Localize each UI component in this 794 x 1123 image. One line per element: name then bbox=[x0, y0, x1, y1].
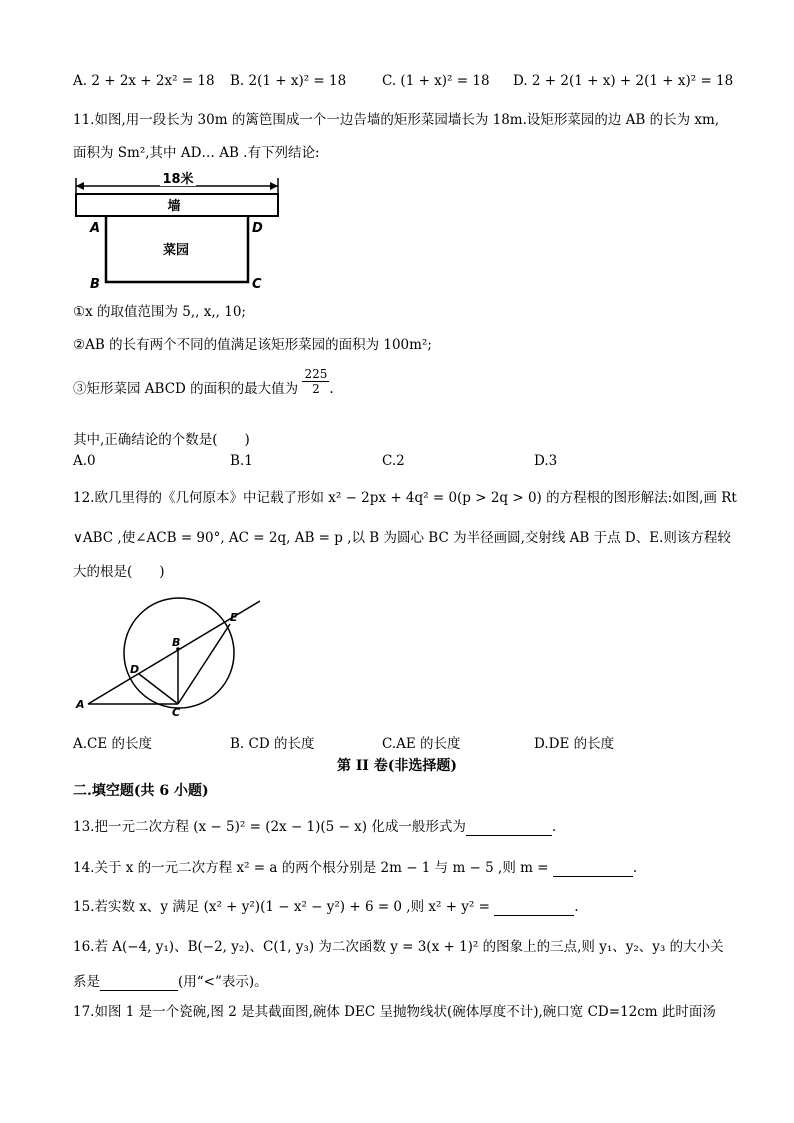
q12-point-a: A bbox=[76, 698, 85, 711]
part2-title: 第 II 卷(非选择题) bbox=[336, 758, 458, 774]
q11-option-b: B.1 bbox=[230, 453, 253, 469]
q11-wall-label: 墙 bbox=[167, 199, 181, 214]
q12-stem-line1: 12.欧几里得的《几何原本》中记载了形如 x² − 2px + 4q² = 0(p > 2q > 0) 的方程根的图形解法:如图,画 Rt bbox=[73, 490, 737, 506]
q12-option-c: C.AE 的长度 bbox=[382, 736, 461, 752]
q13-text: 13.把一元二次方程 (x − 5)² = (2x − 1)(5 − x) 化成一般形式为 bbox=[73, 819, 466, 835]
q11-conclusion-1: ①x 的取值范围为 5,, x,, 10; bbox=[73, 304, 246, 320]
q15-answer-blank[interactable] bbox=[494, 899, 574, 916]
q12-point-b: B bbox=[172, 636, 181, 649]
q11-stem-line1: 11.如图,用一段长为 30m 的篱笆围成一个一边告墙的矩形菜园墙长为 18m.设矩形菜园的边 AB 的长为 xm, bbox=[73, 112, 720, 128]
q10-option-d: D. 2 + 2(1 + x) + 2(1 + x)² = 18 bbox=[513, 73, 734, 89]
q12-circle-figure bbox=[72, 596, 268, 720]
q11-option-d: D.3 bbox=[534, 453, 558, 469]
q16-answer-blank[interactable] bbox=[100, 974, 178, 991]
q12-option-a: A.CE 的长度 bbox=[73, 736, 153, 752]
q11-corner-d: D bbox=[252, 221, 263, 236]
q10-option-c: C. (1 + x)² = 18 bbox=[382, 73, 490, 89]
q17-line1: 17.如图 1 是一个瓷碗,图 2 是其截面图,碗体 DEC 呈抛物线状(碗体厚度不计),碗口宽 CD=12cm 此时面汤 bbox=[73, 1004, 716, 1020]
q11-garden-figure bbox=[70, 168, 290, 292]
q14-end: . bbox=[632, 860, 638, 876]
q12-option-d: D.DE 的长度 bbox=[534, 736, 615, 752]
q14-text: 14.关于 x 的一元二次方程 x² = a 的两个根分别是 2m − 1 与 m − 5 ,则 m = bbox=[73, 860, 549, 876]
q13-line bbox=[73, 815, 556, 836]
q11-wall-length-label: 18米 bbox=[162, 172, 194, 187]
q11-question: 其中,正确结论的个数是( ) bbox=[73, 432, 250, 448]
q12-option-b: B. CD 的长度 bbox=[230, 736, 315, 752]
q16-line2-prefix: 系是 bbox=[73, 974, 100, 990]
q15-end: . bbox=[574, 899, 579, 915]
section2-title: 二.填空题(共 6 小题) bbox=[73, 783, 209, 799]
q12-point-d: D bbox=[130, 663, 140, 676]
q13-end: . bbox=[551, 819, 557, 835]
q11-option-c: C.2 bbox=[382, 453, 405, 469]
q11-fraction bbox=[302, 367, 329, 396]
q12-point-c: C bbox=[172, 706, 181, 719]
q14-answer-blank[interactable] bbox=[553, 860, 633, 877]
q10-option-b: B. 2(1 + x)² = 18 bbox=[230, 73, 347, 89]
q16-line2-suffix: (用“<”表示)。 bbox=[178, 974, 268, 990]
q13-answer-blank[interactable] bbox=[466, 819, 552, 836]
q16-line1: 16.若 A(−4, y₁)、B(−2, y₂)、C(1, y₃) 为二次函数 y = 3(x + 1)² 的图象上的三点,则 y₁、y₂、y₃ 的大小关 bbox=[73, 939, 724, 955]
q12-stem-line3: 大的根是( ) bbox=[73, 564, 165, 580]
q16-line2 bbox=[73, 970, 268, 991]
q11-fraction-numerator: 225 bbox=[304, 367, 328, 381]
q15-line bbox=[73, 895, 579, 916]
q11-garden-label: 菜园 bbox=[162, 243, 190, 258]
q11-corner-c: C bbox=[252, 277, 262, 292]
q12-stem-line2: ∨ABC ,使∠ACB = 90°, AC = 2q, AB = p ,以 B 为圆心 BC 为半径画圆,交射线 AB 于点 D、E.则该方程较 bbox=[73, 530, 731, 546]
q10-option-a: A. 2 + 2x + 2x² = 18 bbox=[73, 73, 215, 89]
q11-fraction-denominator: 2 bbox=[312, 382, 320, 396]
q11-conclusion-3-prefix: ③矩形菜园 ABCD 的面积的最大值为 bbox=[73, 381, 299, 397]
q11-conclusion-3-suffix: . bbox=[329, 381, 334, 397]
q11-stem-line2: 面积为 Sm²,其中 AD… AB .有下列结论: bbox=[73, 145, 320, 161]
q11-conclusion-3 bbox=[73, 367, 334, 404]
q11-corner-b: B bbox=[90, 277, 100, 292]
q12-point-e: E bbox=[230, 611, 238, 624]
q11-option-a: A.0 bbox=[73, 453, 96, 469]
q11-corner-a: A bbox=[90, 221, 101, 236]
q11-conclusion-2: ②AB 的长有两个不同的值满足该矩形菜园的面积为 100m²; bbox=[73, 337, 432, 353]
q14-line bbox=[73, 856, 637, 877]
q15-text: 15.若实数 x、y 满足 (x² + y²)(1 − x² − y²) + 6 = 0 ,则 x² + y² = bbox=[73, 899, 490, 915]
